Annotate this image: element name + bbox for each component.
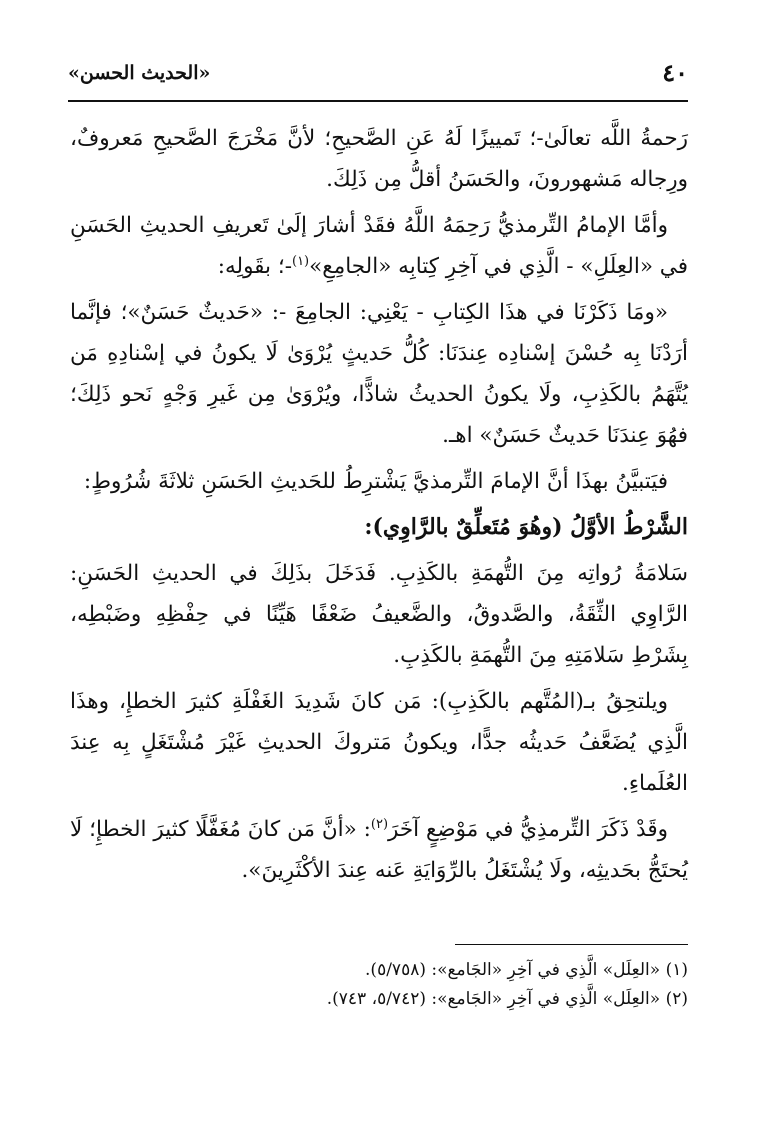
page-number: ٤٠: [662, 58, 688, 87]
section-heading-first-condition: الشَّرْطُ الأوَّلُ (وهُوَ مُتَعلِّقٌ بالرَّاوِي):: [364, 514, 688, 540]
header-divider: [68, 100, 688, 102]
paragraph-other-place-text: وقَدْ ذَكَرَ التِّرمذِيُّ في مَوْضِعٍ آخَرَ: [388, 817, 668, 842]
paragraph-2-text: وأمَّا الإمامُ التِّرمذيُّ رَحِمَهُ اللَّهُ فقَدْ أشارَ إلَىٰ تَعريفِ الحديثِ الحَسَنِ في «العِلَلِ» - الَّذِي في آخِرِ كِتابِه «الجامِعِ»: [70, 213, 688, 279]
footnotes: [70, 956, 688, 1014]
paragraph-1: رَحمةُ اللَّه تعالَىٰ-؛ تَمييزًا لَهُ عَنِ الصَّحيحِ؛ لأنَّ مَخْرَجَ الصَّحيحِ مَعروفٌ، ورِجاله مَشهورونَ، والحَسَنُ أقلُّ مِن ذَلِكَ.: [70, 126, 688, 192]
paragraph-conditions: فيَتبيَّنُ بهذَا أنَّ الإمامَ التِّرمذيَّ يَشْترِطُ للحَديثِ الحَسَنِ ثلاثَةَ شُرُوطٍ:: [83, 469, 668, 494]
paragraph-first-condition: سَلامَةُ رُواتِه مِنَ التُّهمَةِ بالكَذِبِ. فَدَخَلَ بذَلِكَ في الحديثِ الحَسَنِ: الرَّاوِي الثِّقَةُ، والصَّدوقُ، والضَّعيفُ ضَعْفًا هَيِّنًا في حِفْظِهِ وضَبْطِه، بِشَرْطِ سَلامَتِهِ مِنَ التُّهمَةِ بالكَذِبِ.: [70, 561, 688, 668]
running-title: «الحديث الحسن»: [68, 62, 211, 84]
main-text: [70, 118, 688, 896]
paragraph-2: [70, 205, 688, 287]
footnote-ref-2[interactable]: (٢): [370, 816, 389, 832]
quote-paragraph: «ومَا ذَكَرْنَا في هذَا الكِتابِ - يَعْنِي: الجامِعَ -: «حَديثٌ حَسَنٌ»؛ فإنَّما أرَدْنَا بِه حُسْنَ إسْنادِه عِندَنَا: كُلُّ حَديثٍ يُرْوَىٰ لَا يكونُ في إسْنادِهِ مَن يُتَّهَمُ بالكَذِبِ، ولَا يكونُ الحديثُ شاذًّا، ويُرْوَىٰ مِن غَيرِ وَجْهٍ نَحو ذَلِكَ؛ فهُوَ عِندَنَا حَديثٌ حَسَنٌ» اهـ.: [70, 300, 688, 448]
footnote-ref-1[interactable]: (١): [291, 253, 310, 269]
footnote-1: (١) «العِلَل» الَّذِي في آخِرِ «الجَامع»: (٥/٧٥٨).: [365, 960, 688, 980]
page-header: [68, 56, 688, 96]
footnote-2: (٢) «العِلَل» الَّذِي في آخِرِ «الجَامع»: (٥/٧٤٢، ٧٤٣).: [326, 989, 688, 1009]
paragraph-other-place: [70, 809, 688, 891]
paragraph-2-tail: -؛ بقَولِه:: [217, 254, 292, 279]
paragraph-other-place-tail: : «أنَّ مَن كانَ مُغَفَّلًا كثيرَ الخطإِ؛ لَا يُحتَجُّ بحَديثِه، ولَا يُشْتَغَلُ بالرِّوَايَةِ عَنه عِندَ الأكْثَرِينَ».: [70, 817, 688, 883]
footnote-divider: [455, 944, 688, 945]
paragraph-accused: ويلتحِقُ بـ(المُتَّهم بالكَذِبِ): مَن كانَ شَدِيدَ الغَفْلَةِ كثيرَ الخطإِ، وهذَا الَّذِي يُضَعَّفُ حَديثُه جدًّا، ويكونُ مَتروكَ الحديثِ غَيْرَ مُشْتَغَلٍ بِه عِندَ العُلَماءِ.: [70, 689, 688, 796]
